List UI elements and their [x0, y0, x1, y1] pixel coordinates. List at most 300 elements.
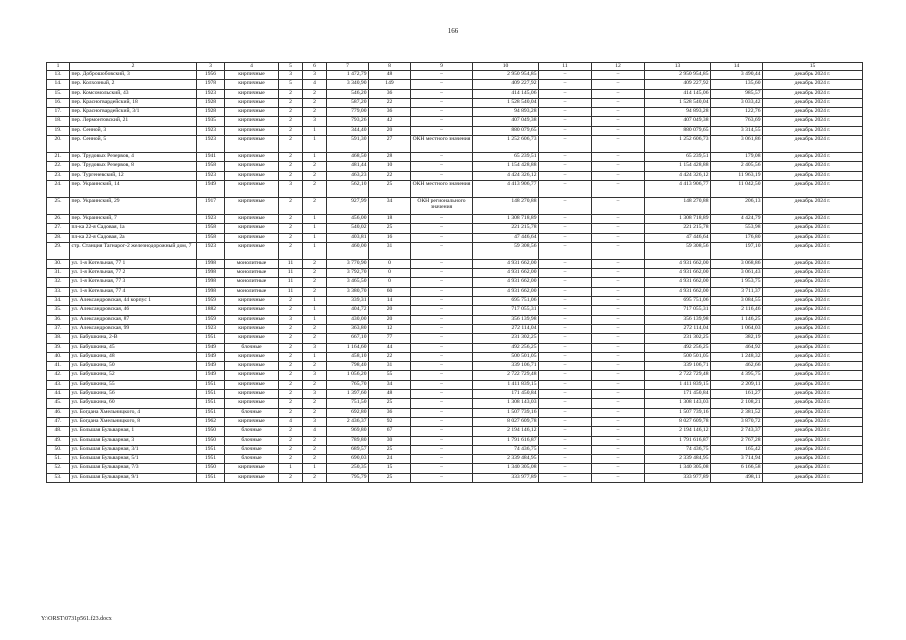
table-cell: 1: [303, 233, 327, 242]
table-cell: 14.: [47, 80, 70, 89]
table-cell: 11 042,50: [711, 180, 763, 197]
table-row: [47, 71, 863, 80]
table-cell: 2: [303, 455, 327, 464]
table-cell: 1 791 616,87: [645, 436, 711, 445]
table-cell: 414 145,06: [645, 89, 711, 98]
table-cell: 4: [303, 427, 327, 436]
table-cell: 3: [303, 417, 327, 426]
table-cell: 122,76: [711, 108, 763, 117]
table-cell: –: [411, 380, 473, 389]
table-row: [47, 352, 863, 361]
table-cell: 3 770,90: [327, 259, 369, 268]
table-cell: 2: [279, 214, 303, 223]
table-cell: 1951: [197, 380, 225, 389]
table-cell: –: [592, 306, 645, 315]
table-cell: 789,80: [327, 436, 369, 445]
table-cell: 2: [303, 278, 327, 287]
table-cell: –: [539, 242, 592, 259]
table-cell: –: [539, 278, 592, 287]
table-cell: 2: [279, 242, 303, 259]
table-cell: 11: [279, 287, 303, 296]
table-cell: –: [592, 343, 645, 352]
table-cell: 165,42: [711, 445, 763, 454]
table-cell: 2: [303, 399, 327, 408]
table-cell: –: [592, 390, 645, 399]
table-cell: –: [592, 98, 645, 107]
table-cell: 717 055,31: [645, 306, 711, 315]
table-cell: –: [592, 108, 645, 117]
table-cell: 1: [303, 352, 327, 361]
table-cell: 231 302,25: [473, 334, 539, 343]
table-cell: 1998: [197, 287, 225, 296]
table-cell: 30: [369, 436, 411, 445]
table-cell: –: [411, 334, 473, 343]
table-cell: –: [539, 427, 592, 436]
table-cell: 24: [369, 455, 411, 464]
table-row: [47, 297, 863, 306]
table-cell: 4 931 662,00: [645, 278, 711, 287]
table-cell: 880 079,65: [473, 126, 539, 135]
table-cell: 197,10: [711, 242, 763, 259]
table-cell: –: [539, 343, 592, 352]
table-cell: –: [539, 98, 592, 107]
table-cell: декабрь 2024 г.: [763, 427, 863, 436]
table-cell: монолитные: [225, 287, 279, 296]
table-cell: 36: [369, 89, 411, 98]
table-cell: 798,40: [327, 362, 369, 371]
table-cell: –: [539, 362, 592, 371]
table-cell: 1928: [197, 108, 225, 117]
table-cell: 344,40: [327, 126, 369, 135]
table-cell: 414 145,06: [473, 89, 539, 98]
table-cell: 2 209,11: [711, 380, 763, 389]
table-cell: –: [592, 417, 645, 426]
table-cell: 339,31: [327, 297, 369, 306]
table-cell: –: [592, 242, 645, 259]
table-cell: –: [411, 242, 473, 259]
table-cell: –: [592, 473, 645, 482]
table-cell: 74 436,75: [473, 445, 539, 454]
table-cell: пер. Трудовых Резервов, 4: [70, 153, 197, 162]
column-header: 13: [645, 63, 711, 71]
table-cell: декабрь 2024 г.: [763, 436, 863, 445]
table-cell: кирпичные: [225, 297, 279, 306]
table-cell: кирпичные: [225, 180, 279, 197]
table-cell: 1962: [197, 417, 225, 426]
table-cell: 16.: [47, 98, 70, 107]
table-cell: 2: [279, 427, 303, 436]
table-cell: пер. Комсомольский, 43: [70, 89, 197, 98]
table-cell: –: [592, 297, 645, 306]
table-cell: ОКН местного значения: [411, 136, 473, 153]
table-cell: –: [592, 278, 645, 287]
table-cell: 458,10: [327, 352, 369, 361]
table-cell: ул. 1-я Котельная, 77 2: [70, 269, 197, 278]
table-cell: 22: [369, 352, 411, 361]
table-cell: 409 227,92: [645, 80, 711, 89]
table-cell: 4 424,79: [711, 214, 763, 223]
table-cell: 4 931 662,00: [645, 269, 711, 278]
table-cell: пер. Красногвардейский, 3/1: [70, 108, 197, 117]
table-cell: декабрь 2024 г.: [763, 417, 863, 426]
table-cell: –: [592, 324, 645, 333]
table-cell: 32.: [47, 278, 70, 287]
table-cell: 55: [369, 371, 411, 380]
table-cell: декабрь 2024 г.: [763, 98, 863, 107]
table-cell: –: [411, 315, 473, 324]
table-cell: 92: [369, 417, 411, 426]
table-cell: кирпичные: [225, 98, 279, 107]
table-cell: –: [539, 315, 592, 324]
table-cell: декабрь 2024 г.: [763, 455, 863, 464]
table-cell: 2: [303, 259, 327, 268]
table-cell: декабрь 2024 г.: [763, 89, 863, 98]
table-cell: 148 270,88: [473, 197, 539, 214]
table-cell: –: [411, 80, 473, 89]
table-cell: 2: [279, 108, 303, 117]
table-cell: 463,23: [327, 171, 369, 180]
table-row: [47, 455, 863, 464]
table-cell: ул. Большая Бульварная, 3/1: [70, 445, 197, 454]
table-cell: –: [411, 399, 473, 408]
table-cell: кирпичные: [225, 371, 279, 380]
table-row: [47, 287, 863, 296]
table-cell: 2: [303, 473, 327, 482]
table-cell: 1958: [197, 224, 225, 233]
table-cell: 22: [369, 171, 411, 180]
table-cell: 50.: [47, 445, 70, 454]
table-row: [47, 278, 863, 287]
table-cell: кирпичные: [225, 162, 279, 171]
table-cell: 43.: [47, 380, 70, 389]
table-cell: –: [539, 306, 592, 315]
table-cell: 2: [279, 445, 303, 454]
table-cell: 2: [279, 408, 303, 417]
table-cell: 34: [369, 380, 411, 389]
table-cell: –: [539, 297, 592, 306]
table-cell: ОКН местного значения: [411, 180, 473, 197]
page-number: 166: [447, 27, 459, 35]
table-cell: 1 791 616,87: [473, 436, 539, 445]
table-cell: 2: [303, 408, 327, 417]
table-cell: декабрь 2024 г.: [763, 117, 863, 126]
table-row: [47, 80, 863, 89]
table-row: [47, 464, 863, 473]
column-header: 1: [47, 63, 70, 71]
table-cell: –: [539, 197, 592, 214]
table-cell: 39.: [47, 343, 70, 352]
table-cell: 2: [303, 362, 327, 371]
table-cell: 2 950 954,85: [473, 71, 539, 80]
table-cell: 22: [369, 98, 411, 107]
table-cell: –: [592, 334, 645, 343]
table-cell: 1 252 606,73: [645, 136, 711, 153]
table-cell: 65 239,51: [645, 153, 711, 162]
table-cell: 2: [279, 436, 303, 445]
table-row: [47, 233, 863, 242]
table-cell: –: [592, 436, 645, 445]
table-row: [47, 324, 863, 333]
table-cell: декабрь 2024 г.: [763, 297, 863, 306]
table-cell: 1951: [197, 445, 225, 454]
table-cell: 460,00: [327, 242, 369, 259]
table-cell: –: [539, 89, 592, 98]
table-cell: 65 239,51: [473, 153, 539, 162]
table-cell: 689,57: [327, 445, 369, 454]
table-cell: 1950: [197, 436, 225, 445]
table-cell: 47 446,64: [645, 233, 711, 242]
table-cell: кирпичные: [225, 89, 279, 98]
table-cell: кирпичные: [225, 417, 279, 426]
table-cell: 409 227,92: [473, 80, 539, 89]
table-cell: ул. Большая Бульварная, 5/1: [70, 455, 197, 464]
table-cell: 41.: [47, 362, 70, 371]
table-cell: –: [592, 371, 645, 380]
table-cell: кирпичные: [225, 473, 279, 482]
table-cell: 3: [279, 180, 303, 197]
table-cell: 148 270,88: [645, 197, 711, 214]
table-cell: ул. Бабушкина, 50: [70, 362, 197, 371]
table-cell: 3 061,43: [711, 269, 763, 278]
table-cell: 3 465,50: [327, 278, 369, 287]
table-row: [47, 362, 863, 371]
column-header: 8: [369, 63, 411, 71]
table-cell: –: [539, 136, 592, 153]
table-cell: 1923: [197, 242, 225, 259]
table-cell: 2: [303, 269, 327, 278]
table-cell: –: [539, 464, 592, 473]
table-cell: 11: [279, 259, 303, 268]
table-cell: 363,80: [327, 324, 369, 333]
table-cell: 16: [369, 233, 411, 242]
table-cell: 30.: [47, 259, 70, 268]
table-cell: –: [411, 324, 473, 333]
table-cell: кирпичные: [225, 80, 279, 89]
table-cell: 272 114,04: [645, 324, 711, 333]
table-cell: 2: [303, 445, 327, 454]
table-cell: 3 314,55: [711, 126, 763, 135]
table-cell: –: [411, 171, 473, 180]
table-cell: декабрь 2024 г.: [763, 214, 863, 223]
table-cell: 171 450,84: [645, 390, 711, 399]
table-cell: –: [592, 162, 645, 171]
table-cell: 1 397,60: [327, 390, 369, 399]
table-cell: 2: [303, 287, 327, 296]
column-header: 5: [279, 63, 303, 71]
table-cell: –: [411, 343, 473, 352]
table-cell: 51.: [47, 455, 70, 464]
table-cell: 42.: [47, 371, 70, 380]
table-cell: 2: [279, 98, 303, 107]
table-cell: кирпичные: [225, 171, 279, 180]
table-cell: 4 931 662,00: [645, 287, 711, 296]
table-cell: 52.: [47, 464, 70, 473]
table-cell: монолитные: [225, 278, 279, 287]
table-row: [47, 445, 863, 454]
table-cell: 1 340 305,08: [473, 464, 539, 473]
table-cell: пер. Украинский, 7: [70, 214, 197, 223]
table-cell: 1 154 428,88: [645, 162, 711, 171]
table-cell: ул. Александровская, 99: [70, 324, 197, 333]
table-cell: 3: [279, 71, 303, 80]
table-cell: блочные: [225, 445, 279, 454]
table-cell: 795,79: [327, 473, 369, 482]
table-cell: 695 751,06: [645, 297, 711, 306]
table-cell: 969,80: [327, 427, 369, 436]
table-cell: 13.: [47, 71, 70, 80]
table-cell: декабрь 2024 г.: [763, 126, 863, 135]
table-cell: 2: [303, 180, 327, 197]
table-cell: 3: [303, 71, 327, 80]
housing-repair-table: [46, 62, 863, 483]
table-cell: 25: [369, 445, 411, 454]
file-path-footer: Y:\ORST\0731p561.f23.docx: [41, 616, 112, 622]
table-cell: 4: [279, 417, 303, 426]
table-cell: кирпичные: [225, 197, 279, 214]
table-row: [47, 117, 863, 126]
table-cell: 667,10: [327, 334, 369, 343]
table-cell: кирпичные: [225, 136, 279, 153]
table-cell: ул. Александровская, 46: [70, 306, 197, 315]
table-cell: 15: [369, 464, 411, 473]
table-cell: 3: [279, 315, 303, 324]
table-cell: 1923: [197, 324, 225, 333]
table-cell: –: [592, 197, 645, 214]
table-cell: 1 472,79: [327, 71, 369, 80]
table-cell: блочные: [225, 343, 279, 352]
table-cell: 171 450,84: [473, 390, 539, 399]
table-cell: –: [539, 371, 592, 380]
table-cell: декабрь 2024 г.: [763, 278, 863, 287]
table-cell: –: [411, 427, 473, 436]
table-cell: 2: [279, 352, 303, 361]
table-cell: 492 256,25: [473, 343, 539, 352]
table-cell: –: [411, 153, 473, 162]
table-cell: –: [592, 408, 645, 417]
table-cell: 1: [303, 224, 327, 233]
table-cell: 25.: [47, 197, 70, 214]
table-cell: –: [539, 126, 592, 135]
table-cell: 94 893,28: [645, 108, 711, 117]
table-cell: 1923: [197, 126, 225, 135]
table-cell: 1: [303, 297, 327, 306]
table-cell: 48: [369, 71, 411, 80]
table-row: [47, 259, 863, 268]
table-cell: декабрь 2024 г.: [763, 242, 863, 259]
table-cell: 462,66: [711, 362, 763, 371]
table-cell: 1998: [197, 278, 225, 287]
table-cell: 498,11: [711, 473, 763, 482]
table-cell: –: [411, 233, 473, 242]
table-cell: –: [592, 455, 645, 464]
table-cell: 2: [279, 324, 303, 333]
table-cell: –: [539, 417, 592, 426]
table-cell: 74 436,75: [645, 445, 711, 454]
table-cell: –: [539, 117, 592, 126]
table-cell: 2: [303, 436, 327, 445]
table-cell: 18.: [47, 117, 70, 126]
table-cell: декабрь 2024 г.: [763, 399, 863, 408]
table-row: [47, 153, 863, 162]
table-cell: 1 528 540,04: [473, 98, 539, 107]
table-cell: 8 027 609,78: [473, 417, 539, 426]
table-row: [47, 180, 863, 197]
table-cell: 135,60: [711, 80, 763, 89]
table-cell: 1998: [197, 269, 225, 278]
table-cell: декабрь 2024 г.: [763, 371, 863, 380]
table-cell: 1935: [197, 117, 225, 126]
table-cell: –: [539, 259, 592, 268]
table-cell: 46.: [47, 408, 70, 417]
table-cell: 29.: [47, 242, 70, 259]
column-header: 2: [70, 63, 197, 71]
table-cell: 31: [369, 362, 411, 371]
table-cell: –: [592, 269, 645, 278]
table-cell: 339 106,71: [473, 362, 539, 371]
table-cell: –: [539, 180, 592, 197]
table-cell: 14: [369, 297, 411, 306]
table-cell: 1 411 839,15: [645, 380, 711, 389]
table-cell: –: [539, 233, 592, 242]
table-cell: 1: [303, 315, 327, 324]
table-cell: 1 056,20: [327, 371, 369, 380]
table-cell: –: [539, 334, 592, 343]
table-cell: –: [411, 259, 473, 268]
table-cell: 2 116,46: [711, 306, 763, 315]
table-cell: 4 931 662,00: [473, 259, 539, 268]
table-cell: –: [592, 224, 645, 233]
table-cell: –: [539, 162, 592, 171]
table-cell: 33.: [47, 287, 70, 296]
table-cell: –: [592, 233, 645, 242]
table-cell: –: [539, 287, 592, 296]
column-header: 7: [327, 63, 369, 71]
table-cell: декабрь 2024 г.: [763, 306, 863, 315]
table-cell: 2 722 729,48: [473, 371, 539, 380]
table-cell: –: [411, 362, 473, 371]
table-cell: декабрь 2024 г.: [763, 408, 863, 417]
table-cell: 3 490,44: [711, 71, 763, 80]
table-cell: блочные: [225, 455, 279, 464]
table-cell: 3: [303, 343, 327, 352]
table-cell: –: [539, 455, 592, 464]
table-cell: 206,13: [711, 197, 763, 214]
table-cell: ул. Бабушкина, 60: [70, 399, 197, 408]
table-cell: декабрь 2024 г.: [763, 473, 863, 482]
table-cell: –: [539, 153, 592, 162]
table-cell: 2: [279, 343, 303, 352]
table-cell: пер. Колхозный, 2: [70, 80, 197, 89]
table-cell: 1 308 718,89: [645, 214, 711, 223]
table-row: [47, 242, 863, 259]
table-row: [47, 126, 863, 135]
table-cell: 4 931 662,00: [473, 269, 539, 278]
table-cell: ул. Александровская, 87: [70, 315, 197, 324]
table-cell: кирпичные: [225, 324, 279, 333]
table-cell: –: [539, 214, 592, 223]
table-cell: 1958: [197, 162, 225, 171]
table-cell: ул. Александровская, 44 корпус 1: [70, 297, 197, 306]
table-cell: 1949: [197, 362, 225, 371]
table-row: [47, 427, 863, 436]
table-cell: 1 507 739,16: [473, 408, 539, 417]
table-row: [47, 408, 863, 417]
table-cell: 407 049,38: [473, 117, 539, 126]
column-header: 9: [411, 63, 473, 71]
table-cell: –: [592, 171, 645, 180]
table-cell: 2: [279, 89, 303, 98]
table-row: [47, 171, 863, 180]
